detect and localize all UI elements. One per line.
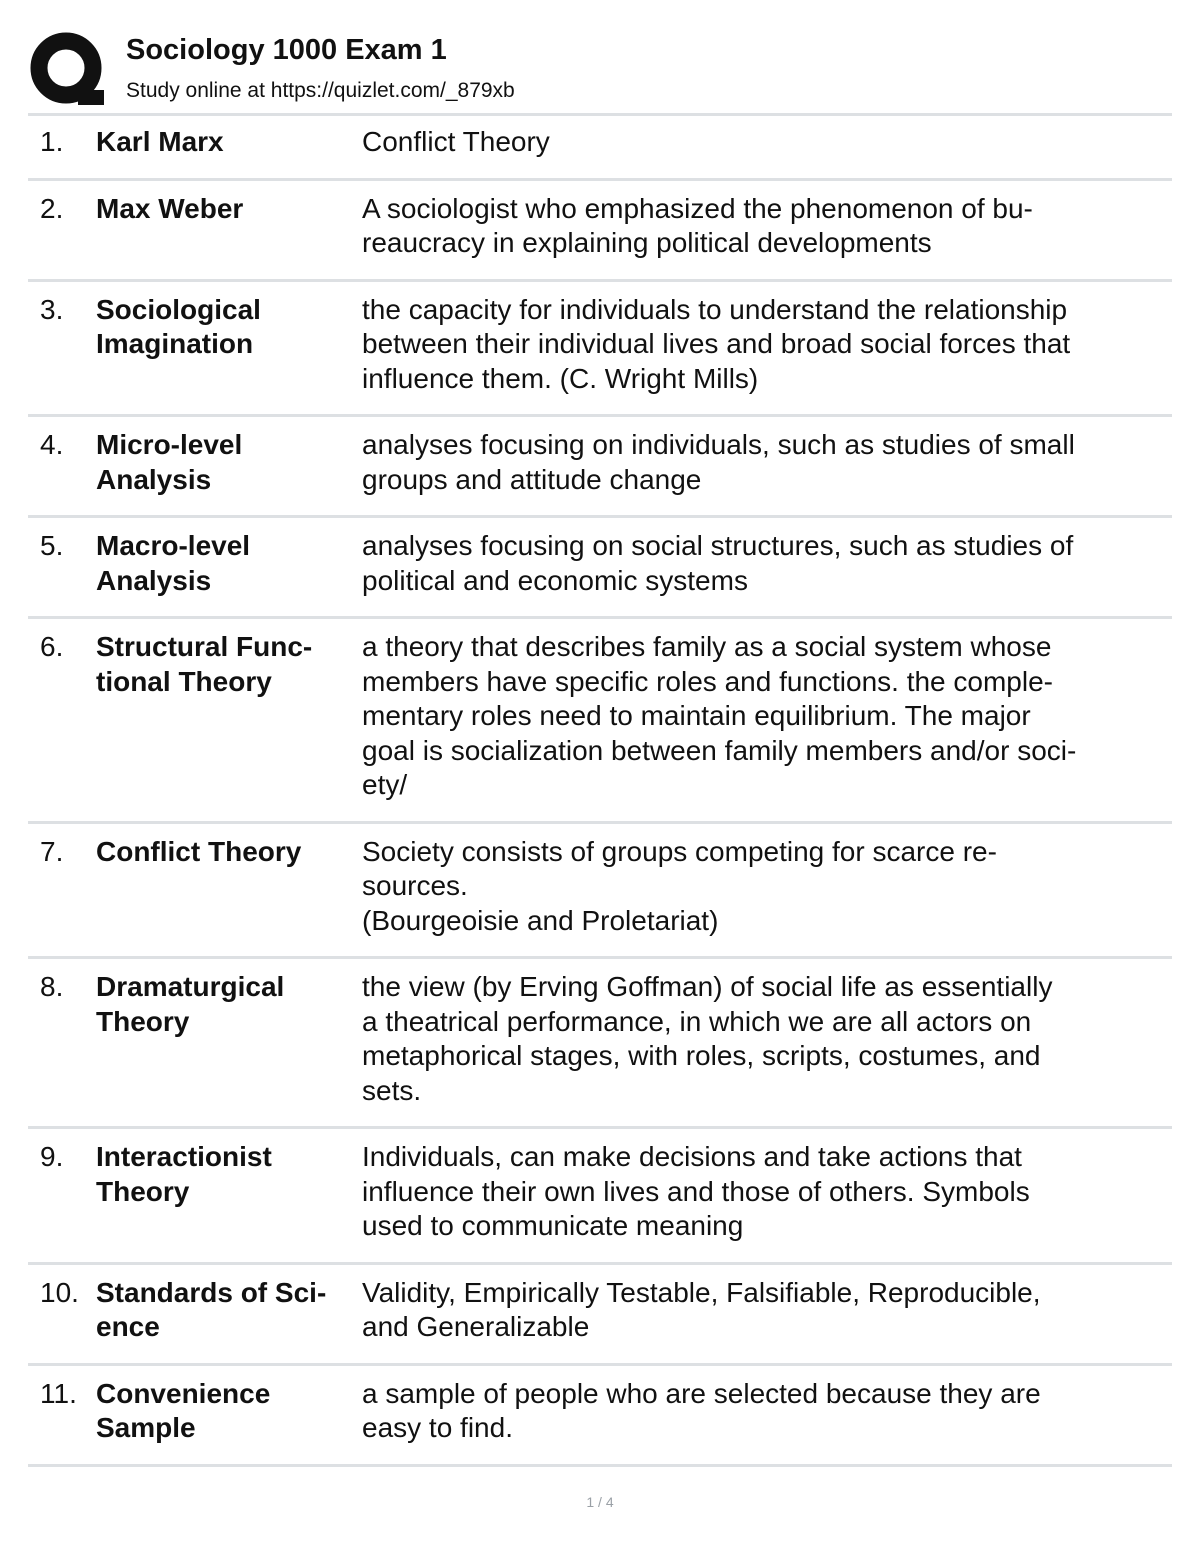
card-definition: analyses focusing on social structures, such as studies of political and economic systems <box>362 530 1074 596</box>
document-header <box>28 28 1172 112</box>
card-number: 11. <box>40 1377 77 1409</box>
flashcard-row <box>28 619 1172 824</box>
card-number: 4. <box>40 429 64 460</box>
card-number: 8. <box>40 971 64 1002</box>
card-definition: Society consists of groups competing for scarce re- sources. (Bourgeoisie and Proletariat) <box>362 835 997 936</box>
card-definition: a sample of people who are selected because they are easy to find. <box>362 1377 1041 1443</box>
study-online-link[interactable]: Study online at https://quizlet.com/_879xb <box>126 79 515 102</box>
flashcard-row <box>28 181 1172 282</box>
card-definition: Individuals, can make decisions and take actions that influence their own lives and those of others. Symbols used to communicate meaning <box>362 1141 1030 1241</box>
card-definition: a theory that describes family as a social system whose members have specific roles and functions. the comple- mentary roles need to maintain equilibrium. The major goal is socialization between family members and/or soci- ety/ <box>362 631 1077 800</box>
card-number: 7. <box>40 835 64 867</box>
card-number: 2. <box>40 192 64 224</box>
page-number: 1 / 4 <box>586 1494 614 1510</box>
card-term: Structural Func- tional Theory <box>96 631 313 697</box>
card-term: Standards of Sci- ence <box>96 1276 327 1342</box>
card-term: Macro-level Analysis <box>96 530 251 596</box>
card-definition: A sociologist who emphasized the phenomenon of bu- reaucracy in explaining political developments <box>362 192 1033 258</box>
flashcard-row <box>28 518 1172 619</box>
card-number: 10. <box>40 1276 79 1308</box>
flashcard-row <box>28 417 1172 518</box>
flashcard-row <box>28 1366 1172 1467</box>
document-title: Sociology 1000 Exam 1 <box>126 34 447 66</box>
card-term: Convenience Sample <box>96 1377 271 1443</box>
flashcard-list <box>28 114 1172 1467</box>
flashcard-row <box>28 824 1172 960</box>
card-term: Sociological Imagination <box>96 293 261 359</box>
flashcard-row <box>28 1265 1172 1366</box>
card-number: 1. <box>40 126 64 157</box>
card-definition: analyses focusing on individuals, such as studies of small groups and attitude change <box>362 429 1075 495</box>
quizlet-q-logo-icon <box>28 30 106 108</box>
card-term: Karl Marx <box>96 126 224 157</box>
card-term: Micro-level Analysis <box>96 429 243 495</box>
flashcard-row <box>28 1129 1172 1265</box>
card-number: 6. <box>40 631 64 662</box>
card-term: Conflict Theory <box>96 835 302 867</box>
flashcard-row <box>28 959 1172 1129</box>
card-number: 9. <box>40 1141 64 1172</box>
card-definition: Conflict Theory <box>362 126 550 157</box>
card-term: Max Weber <box>96 192 244 224</box>
card-number: 5. <box>40 530 64 561</box>
card-term: Dramaturgical Theory <box>96 971 285 1037</box>
flashcard-row <box>28 282 1172 418</box>
card-definition: Validity, Empirically Testable, Falsifiable, Reproducible, and Generalizable <box>362 1276 1041 1342</box>
card-definition: the capacity for individuals to understand the relationship between their individual lives and broad social forces that influence them. (C. Wright Mills) <box>362 293 1071 394</box>
card-number: 3. <box>40 293 64 325</box>
card-definition: the view (by Erving Goffman) of social life as essentially a theatrical performance, in which we are all actors on metaphorical stages, with roles, scripts, costumes, and sets. <box>362 971 1053 1106</box>
card-term: Interactionist Theory <box>96 1141 272 1207</box>
flashcard-row <box>28 114 1172 181</box>
